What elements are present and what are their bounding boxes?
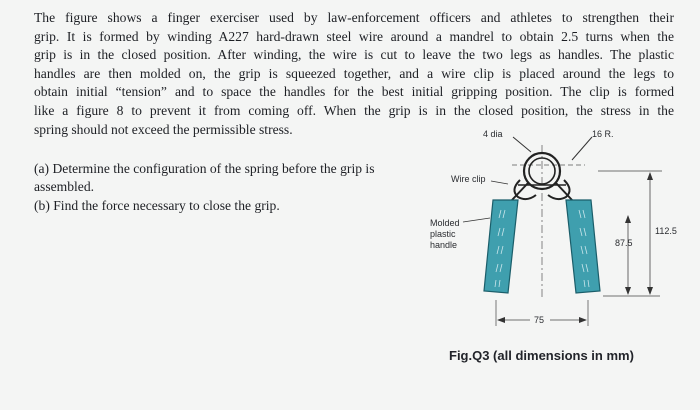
arrow: [625, 287, 631, 295]
arrow: [647, 287, 653, 295]
dim-75: 75: [534, 315, 545, 325]
arrow: [625, 215, 631, 223]
leader-molded: [463, 218, 490, 222]
leader-16r: [572, 137, 592, 160]
problem-line: obtain initial “tension” and to space the handles for the best initial gripping position. The clip is formed: [34, 84, 674, 100]
problem-line: handles are then molded on, the grip is squeezed together, and a wire clip is placed around the legs to: [34, 65, 674, 81]
part-a-line2: assembled.: [34, 179, 95, 194]
problem-line: The figure shows a finger exerciser used by law-enforcement officers and athletes to strengthen their: [34, 10, 674, 25]
part-b: (b) Find the force necessary to close the grip.: [34, 198, 280, 213]
label-molded: Molded: [430, 218, 460, 228]
figure-caption: Fig.Q3 (all dimensions in mm): [449, 348, 634, 363]
problem-line: like a figure 8 to prevent it from coming off. When the grip is in the closed position, the stress in the: [34, 102, 674, 118]
arrow: [579, 317, 587, 323]
problem-line: spring should not exceed the permissible stress.: [34, 121, 293, 137]
label-16r: 16 R.: [592, 129, 614, 139]
arrow: [647, 172, 653, 180]
part-a-line1: (a) Determine the configuration of the spring before the grip is: [34, 161, 375, 176]
right-handle: [566, 200, 600, 293]
label-wire-clip: Wire clip: [451, 174, 486, 184]
leader-4dia: [513, 137, 531, 152]
arrow: [497, 317, 505, 323]
left-handle: [484, 200, 518, 293]
wire-clip-left: [514, 180, 536, 199]
label-plastic: plastic: [430, 229, 456, 239]
wire-clip-right: [548, 180, 570, 199]
leader-wire-clip: [491, 181, 508, 184]
label-4dia: 4 dia: [483, 129, 503, 139]
dim-112-5: 112.5: [655, 226, 677, 236]
problem-line: grip. It is formed by winding A227 hard-drawn steel wire around a mandrel to obtain 2.5 turns when the: [34, 28, 674, 44]
label-handle: handle: [430, 240, 458, 250]
problem-line: grip is in the closed position. After winding, the wire is cut to leave the two legs as handles. The plastic: [34, 47, 674, 63]
dim-87-5: 87.5: [615, 238, 633, 248]
